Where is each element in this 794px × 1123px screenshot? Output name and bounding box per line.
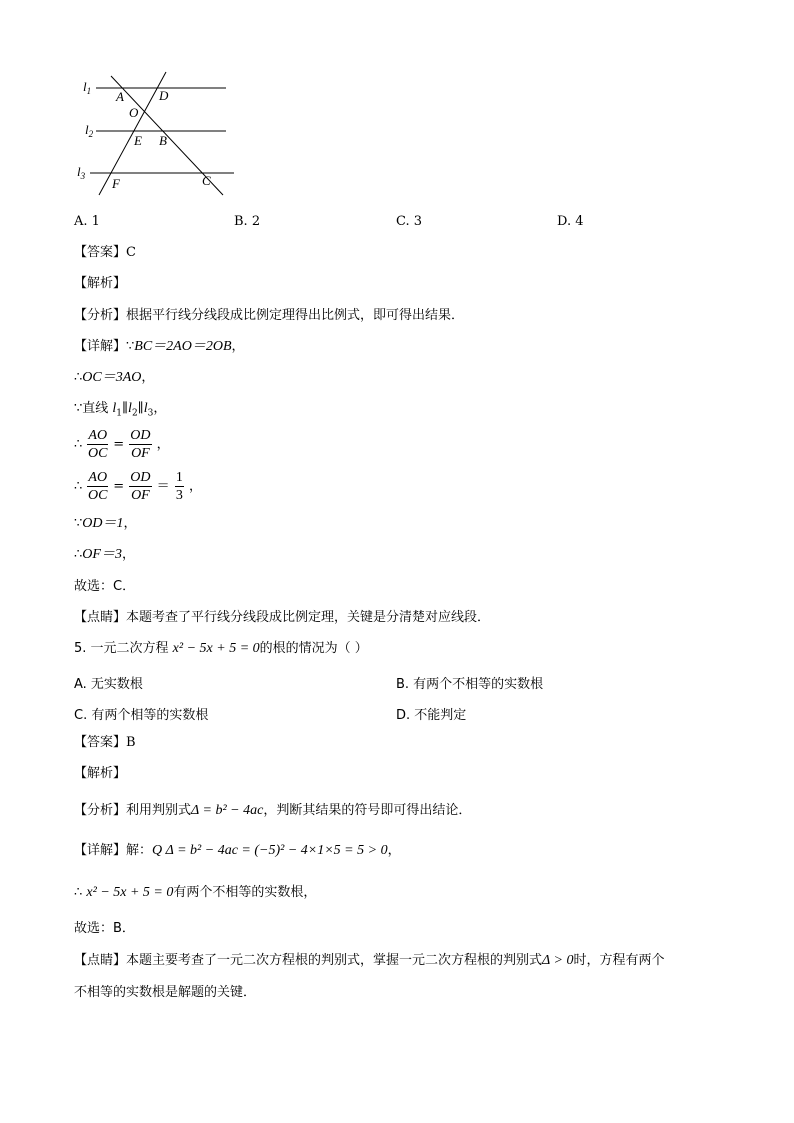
label-l3: $l_3$	[77, 164, 86, 181]
fraction-od-of: $\frac{OD}{OF}$	[130, 470, 151, 503]
q4-detail-step1: 【详解】∵BC＝2AO＝2OB，	[74, 339, 245, 354]
q5-analysis-tag: 【解析】	[74, 766, 127, 781]
q5-detail: 【详解】解：Q Δ = b² − 4ac = (−5)² − 4×1×5 = 5 > 0，	[74, 843, 401, 858]
fraction-od-of: $\frac{OD}{OF}$	[130, 428, 151, 461]
label-e: E	[134, 133, 142, 148]
label-d: D	[159, 88, 169, 103]
q4-answer: 【答案】C	[74, 245, 136, 260]
q4-detail-step4: ∴ $\frac{AO}{OC}$ = $\frac{OD}{OF}$ ，	[74, 428, 170, 461]
label-f: F	[112, 176, 120, 191]
q5-stem: 5. 一元二次方程 x² − 5x + 5 = 0的根的情况为（ ）	[74, 641, 368, 656]
q4-detail-step2: ∴OC＝3AO，	[74, 370, 155, 385]
q5-conclusion: ∴ x² − 5x + 5 = 0有两个不相等的实数根，	[74, 885, 317, 900]
q5-fenxi: 【分析】利用判别式Δ = b² − 4ac，判断其结果的符号即可得出结论．	[74, 803, 472, 818]
q5-choose: 故选：B．	[74, 921, 135, 936]
label-o: O	[129, 105, 139, 120]
q4-detail-step7: ∴OF＝3，	[74, 547, 135, 562]
q4-detail-step3: ∵直线 $l_1\parallel l_2\parallel l_3$，	[74, 401, 167, 419]
q5-answer: 【答案】B	[74, 735, 136, 750]
label-a: A	[116, 89, 124, 104]
label-l1: $l_1$	[83, 79, 92, 96]
label-c: C	[202, 173, 211, 188]
fraction-ao-oc: $\frac{AO}{OC}$	[88, 470, 108, 503]
transversal-fd	[99, 72, 166, 195]
q5-option-d: D. 不能判定	[396, 708, 467, 723]
fraction-ao-oc: $\frac{AO}{OC}$	[88, 428, 108, 461]
q4-option-c: C. 3	[396, 214, 423, 229]
q4-fenxi: 【分析】根据平行线分线段成比例定理得出比例式，即可得出结果．	[74, 308, 465, 323]
q4-dianjing: 【点睛】本题考查了平行线分线段成比例定理，关键是分清楚对应线段．	[74, 610, 491, 625]
q5-option-a: A. 无实数根	[74, 677, 143, 692]
label-l2: $l_2$	[85, 122, 94, 139]
q4-choose: 故选：C．	[74, 579, 136, 594]
q4-option-a: A. 1	[74, 214, 100, 229]
q5-option-c: C. 有两个相等的实数根	[74, 708, 209, 723]
q5-dianjing-line2: 不相等的实数根是解题的关键．	[74, 985, 257, 1000]
q4-option-d: D. 4	[557, 214, 584, 229]
label-b: B	[159, 133, 167, 148]
q4-option-b: B. 2	[234, 214, 261, 229]
parallel-lines-figure	[0, 0, 794, 210]
q4-detail-step5: ∴ $\frac{AO}{OC}$ = $\frac{OD}{OF}$ ＝ $\frac{1}{3}$ ，	[74, 470, 202, 503]
q4-detail-step6: ∵OD＝1，	[74, 516, 137, 531]
fraction-one-third: $\frac{1}{3}$	[175, 470, 183, 503]
q5-option-b: B. 有两个不相等的实数根	[396, 677, 544, 692]
q4-analysis-tag: 【解析】	[74, 276, 127, 291]
q5-dianjing-line1: 【点睛】本题主要考查了一元二次方程根的判别式，掌握一元二次方程根的判别式Δ > 0时，方程有两个	[74, 953, 665, 968]
